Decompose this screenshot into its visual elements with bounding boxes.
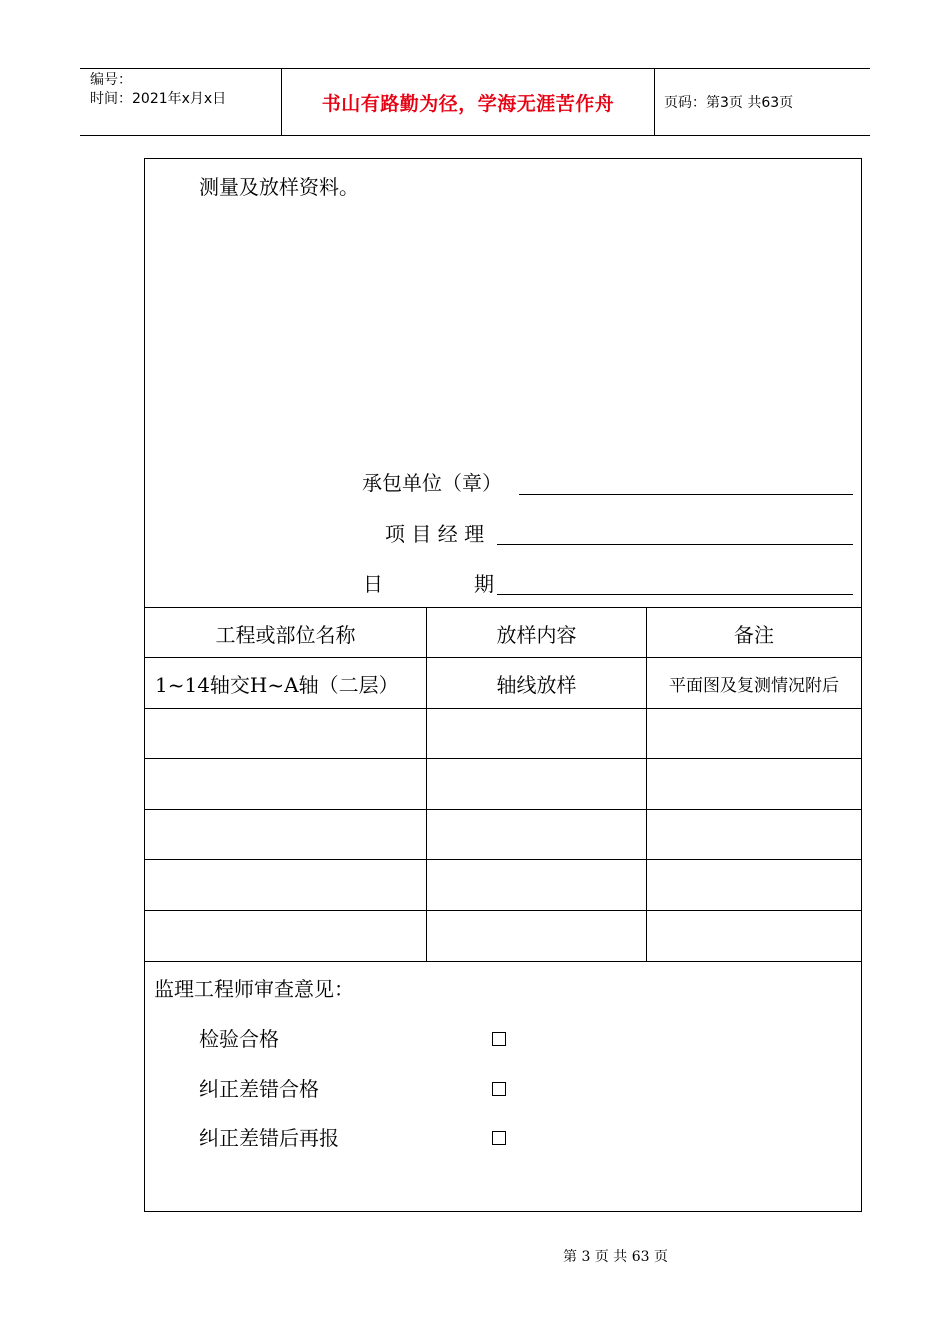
page-footer: 第 3 页 共 63 页: [563, 1249, 668, 1265]
review-title: 监理工程师审查意见：: [154, 977, 354, 1001]
document-number-label: 编号：: [90, 72, 132, 88]
table-cell-location[interactable]: [145, 911, 426, 961]
header-page-info: 页码：第3页 共63页: [664, 95, 794, 111]
page-header: [80, 68, 870, 136]
option-label-corrected-pass: 纠正差错合格: [199, 1077, 319, 1101]
table-cell-location[interactable]: 1~14轴交H~A轴（二层）: [155, 672, 399, 697]
manager-label: 项 目 经 理: [385, 522, 485, 546]
table-header-location: 工程或部位名称: [215, 622, 356, 647]
table-header-content: 放样内容: [496, 622, 577, 647]
table-cell-content[interactable]: 轴线放样: [496, 672, 577, 697]
table-cell-content[interactable]: [427, 860, 646, 910]
checkbox-corrected-pass[interactable]: [492, 1082, 506, 1096]
table-cell-content[interactable]: [427, 759, 646, 809]
checkbox-resubmit[interactable]: [492, 1131, 506, 1145]
table-cell-location[interactable]: [145, 810, 426, 860]
table-cell-remark[interactable]: [647, 911, 861, 961]
table-cell-remark[interactable]: [647, 709, 861, 759]
date-label-char2: 期: [474, 572, 494, 596]
table-cell-location[interactable]: [145, 709, 426, 759]
contractor-signature-line[interactable]: [519, 494, 853, 495]
option-label-pass: 检验合格: [199, 1027, 279, 1051]
table-cell-remark[interactable]: [647, 810, 861, 860]
manager-signature-line[interactable]: [497, 544, 853, 545]
header-motto: 书山有路勤为径，学海无涯苦作舟: [282, 69, 655, 135]
table-cell-content[interactable]: [427, 709, 646, 759]
intro-text: 测量及放样资料。: [199, 175, 359, 199]
document-time: 时间：2021年x月x日: [90, 91, 227, 107]
survey-form: [144, 158, 862, 1212]
table-header-remark: 备注: [734, 622, 774, 647]
contractor-label: 承包单位（章）: [362, 471, 502, 495]
table-cell-remark[interactable]: [647, 759, 861, 809]
table-cell-remark[interactable]: [647, 860, 861, 910]
table-bottom-border: [145, 961, 861, 962]
option-label-resubmit: 纠正差错后再报: [199, 1126, 339, 1150]
table-cell-remark[interactable]: 平面图及复测情况附后: [669, 675, 839, 696]
table-cell-location[interactable]: [145, 860, 426, 910]
header-meta: [80, 69, 282, 135]
date-signature-line[interactable]: [497, 594, 853, 595]
table-cell-content[interactable]: [427, 810, 646, 860]
date-label-char1: 日: [363, 572, 383, 596]
table-cell-location[interactable]: [145, 759, 426, 809]
table-cell-content[interactable]: [427, 911, 646, 961]
checkbox-pass[interactable]: [492, 1032, 506, 1046]
